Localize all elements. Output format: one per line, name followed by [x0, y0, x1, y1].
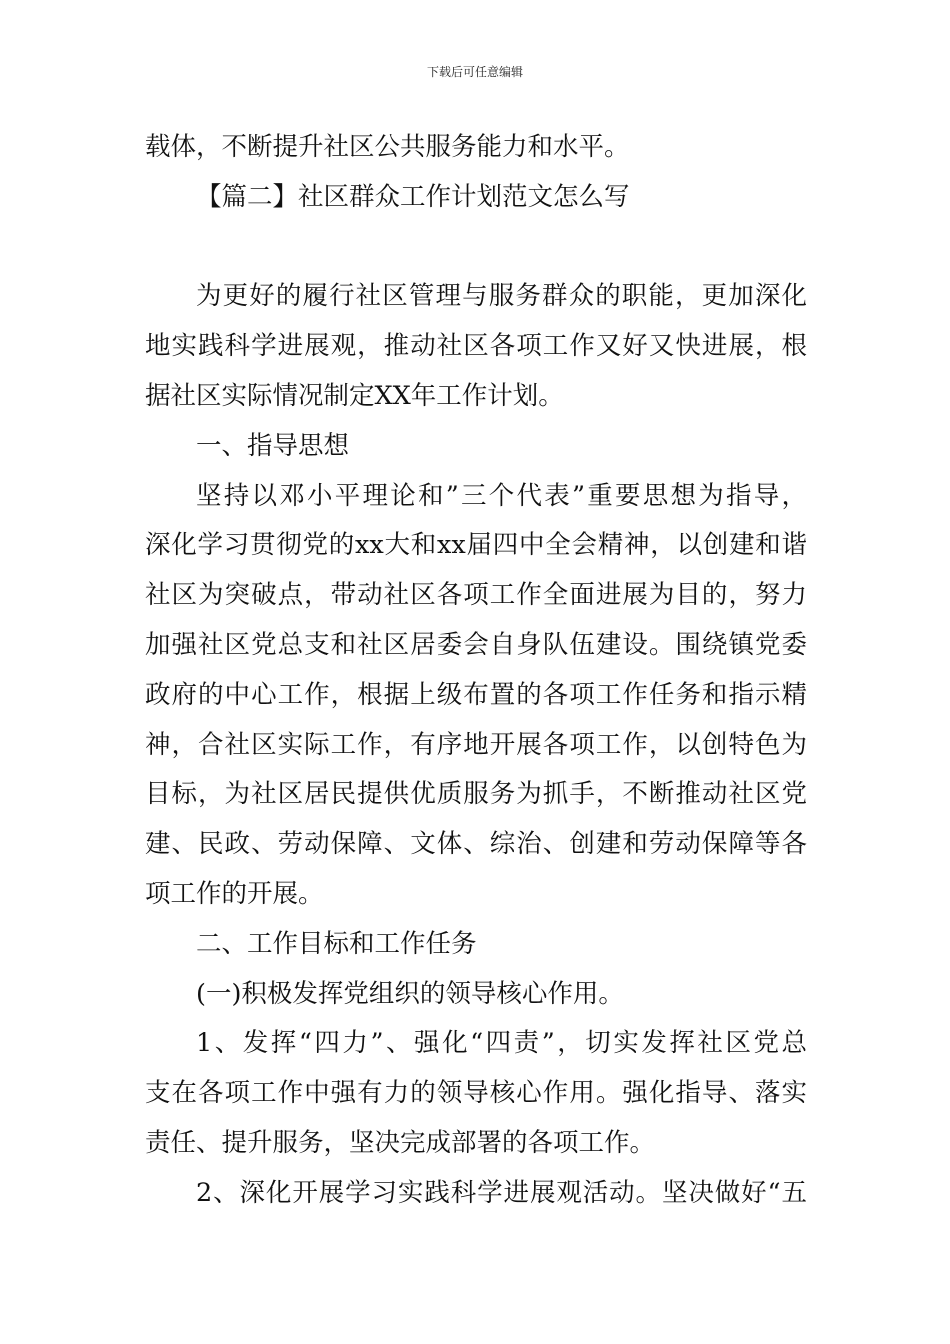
text-line: 坚持以邓小平理论和”三个代表”重要思想为指导，	[196, 480, 807, 511]
text-line: 支在各项工作中强有力的领导核心作用。强化指导、落实	[145, 1078, 807, 1109]
document-body	[145, 123, 807, 1219]
text-line: (一)积极发挥党组织的领导核心作用。	[196, 978, 624, 1009]
section-heading: 【篇二】社区群众工作计划范文怎么写	[196, 181, 630, 212]
text-line: 责任、提升服务，坚决完成部署的各项工作。	[145, 1127, 656, 1158]
text-line: 为更好的履行社区管理与服务群众的职能，更加深化	[196, 281, 807, 312]
text-line: 一、指导思想	[196, 430, 350, 461]
text-line: 二、工作目标和工作任务	[196, 928, 477, 959]
text-line: 1、发挥“四力”、强化“四责”，切实发挥社区党总	[196, 1028, 807, 1059]
text-line: 项工作的开展。	[145, 878, 324, 909]
text-line: 载体，不断提升社区公共服务能力和水平。	[145, 132, 630, 162]
text-line: 神，合社区实际工作，有序地开展各项工作，以创特色为	[145, 729, 807, 760]
page-header: 下载后可任意编辑	[426, 65, 523, 79]
text-line: 2、深化开展学习实践科学进展观活动。坚决做好“五	[196, 1177, 807, 1208]
text-line: 加强社区党总支和社区居委会自身队伍建设。围绕镇党委	[145, 629, 807, 660]
text-line: 地实践科学进展观，推动社区各项工作又好又快进展，根	[145, 331, 807, 362]
text-line: 深化学习贯彻党的xx大和xx届四中全会精神，以创建和谐	[145, 530, 807, 561]
text-line: 建、民政、劳动保障、文体、综治、创建和劳动保障等各	[145, 829, 807, 860]
text-line: 社区为突破点，带动社区各项工作全面进展为目的，努力	[145, 580, 807, 611]
text-line: 政府的中心工作，根据上级布置的各项工作任务和指示精	[145, 679, 807, 710]
blank-line	[145, 223, 807, 273]
text-line: 据社区实际情况制定XX年工作计划。	[145, 380, 564, 411]
text-line: 目标，为社区居民提供优质服务为抓手，不断推动社区党	[145, 779, 807, 810]
